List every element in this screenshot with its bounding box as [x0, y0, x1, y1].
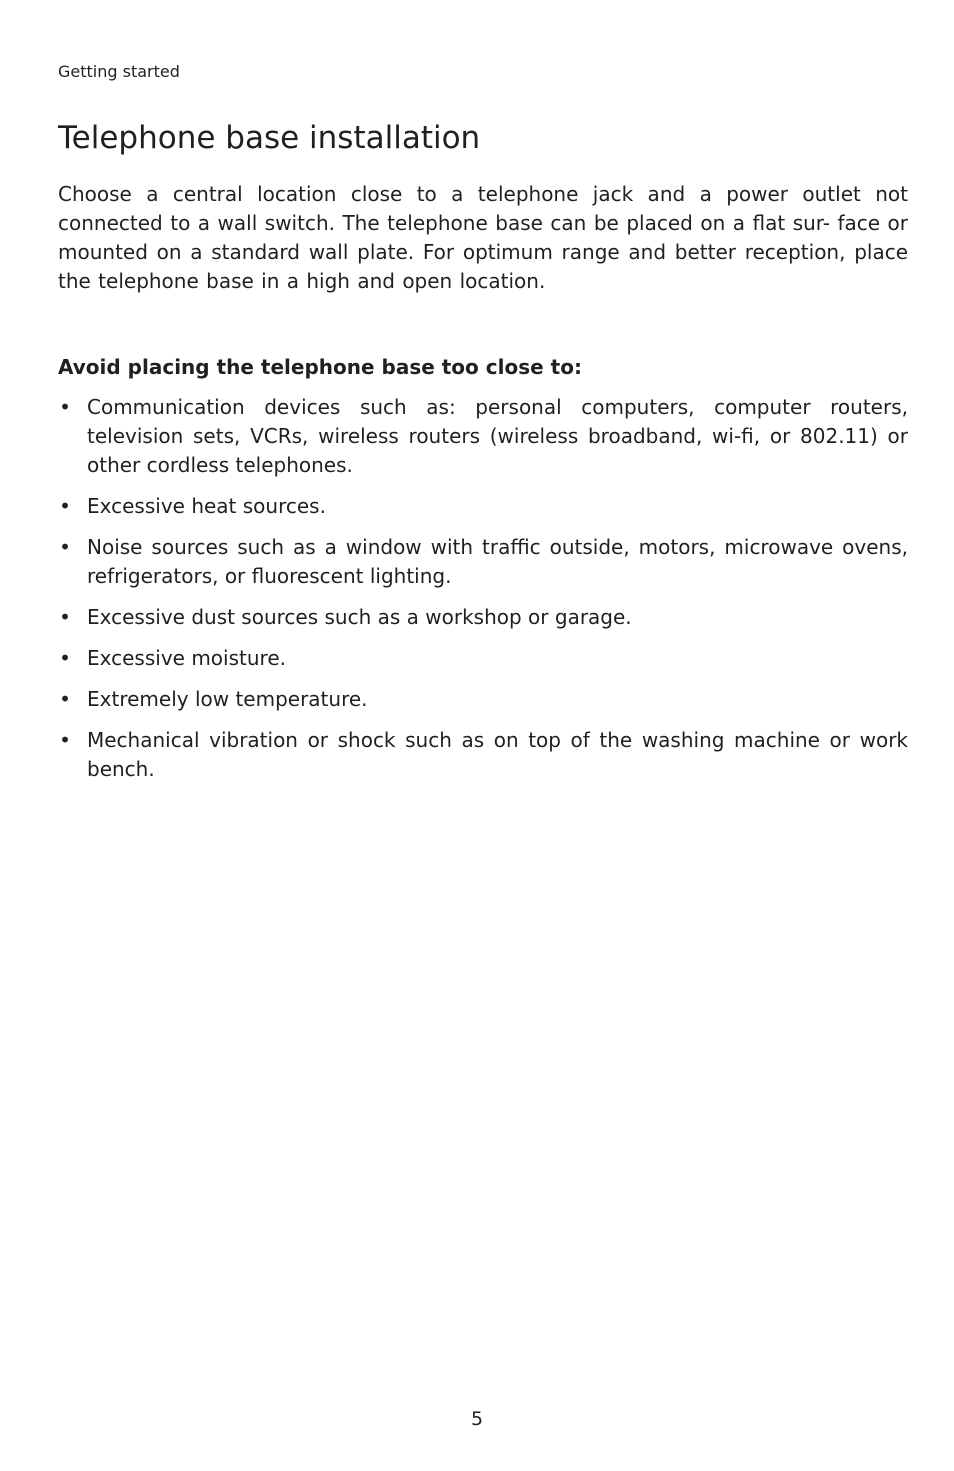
list-item [58, 393, 908, 480]
bullet-icon: • [59, 605, 71, 629]
bullet-icon: • [59, 494, 71, 518]
bullet-icon: • [59, 646, 71, 670]
list-item-text: Communication devices such as: personal computers, computer routers, television sets, VCRs, wireless routers (wireless broadband, wi-fi, or 802.11) or other cordless telephones. [87, 395, 908, 477]
list-item [58, 492, 908, 521]
bullet-icon: • [59, 728, 71, 752]
list-item [58, 603, 908, 632]
list-item-text: Mechanical vibration or shock such as on top of the washing machine or work bench. [87, 728, 908, 781]
avoid-heading: Avoid placing the telephone base too close to: [58, 355, 582, 379]
list-item-text: Excessive dust sources such as a workshop or garage. [87, 605, 632, 629]
intro-paragraph: Choose a central location close to a telephone jack and a power outlet not connected to a wall switch. The telephone base can be placed on a flat sur- face or mounted on a standard wall plate. For optimum range and better reception, place the telephone base in a high and open location. [58, 182, 908, 293]
list-item [58, 726, 908, 784]
list-item [58, 533, 908, 591]
list-item [58, 685, 908, 714]
list-item-text: Excessive moisture. [87, 646, 286, 670]
section-header: Getting started [58, 62, 180, 81]
bullet-icon: • [59, 395, 71, 419]
avoid-list [58, 393, 908, 796]
bullet-icon: • [59, 687, 71, 711]
list-item-text: Noise sources such as a window with traffic outside, motors, microwave ovens, refrigerators, or fluorescent lighting. [87, 535, 908, 588]
page-number: 5 [470, 1408, 484, 1430]
list-item [58, 644, 908, 673]
list-item-text: Extremely low temperature. [87, 687, 368, 711]
list-item-text: Excessive heat sources. [87, 494, 326, 518]
page-title: Telephone base installation [58, 120, 481, 156]
bullet-icon: • [59, 535, 71, 559]
